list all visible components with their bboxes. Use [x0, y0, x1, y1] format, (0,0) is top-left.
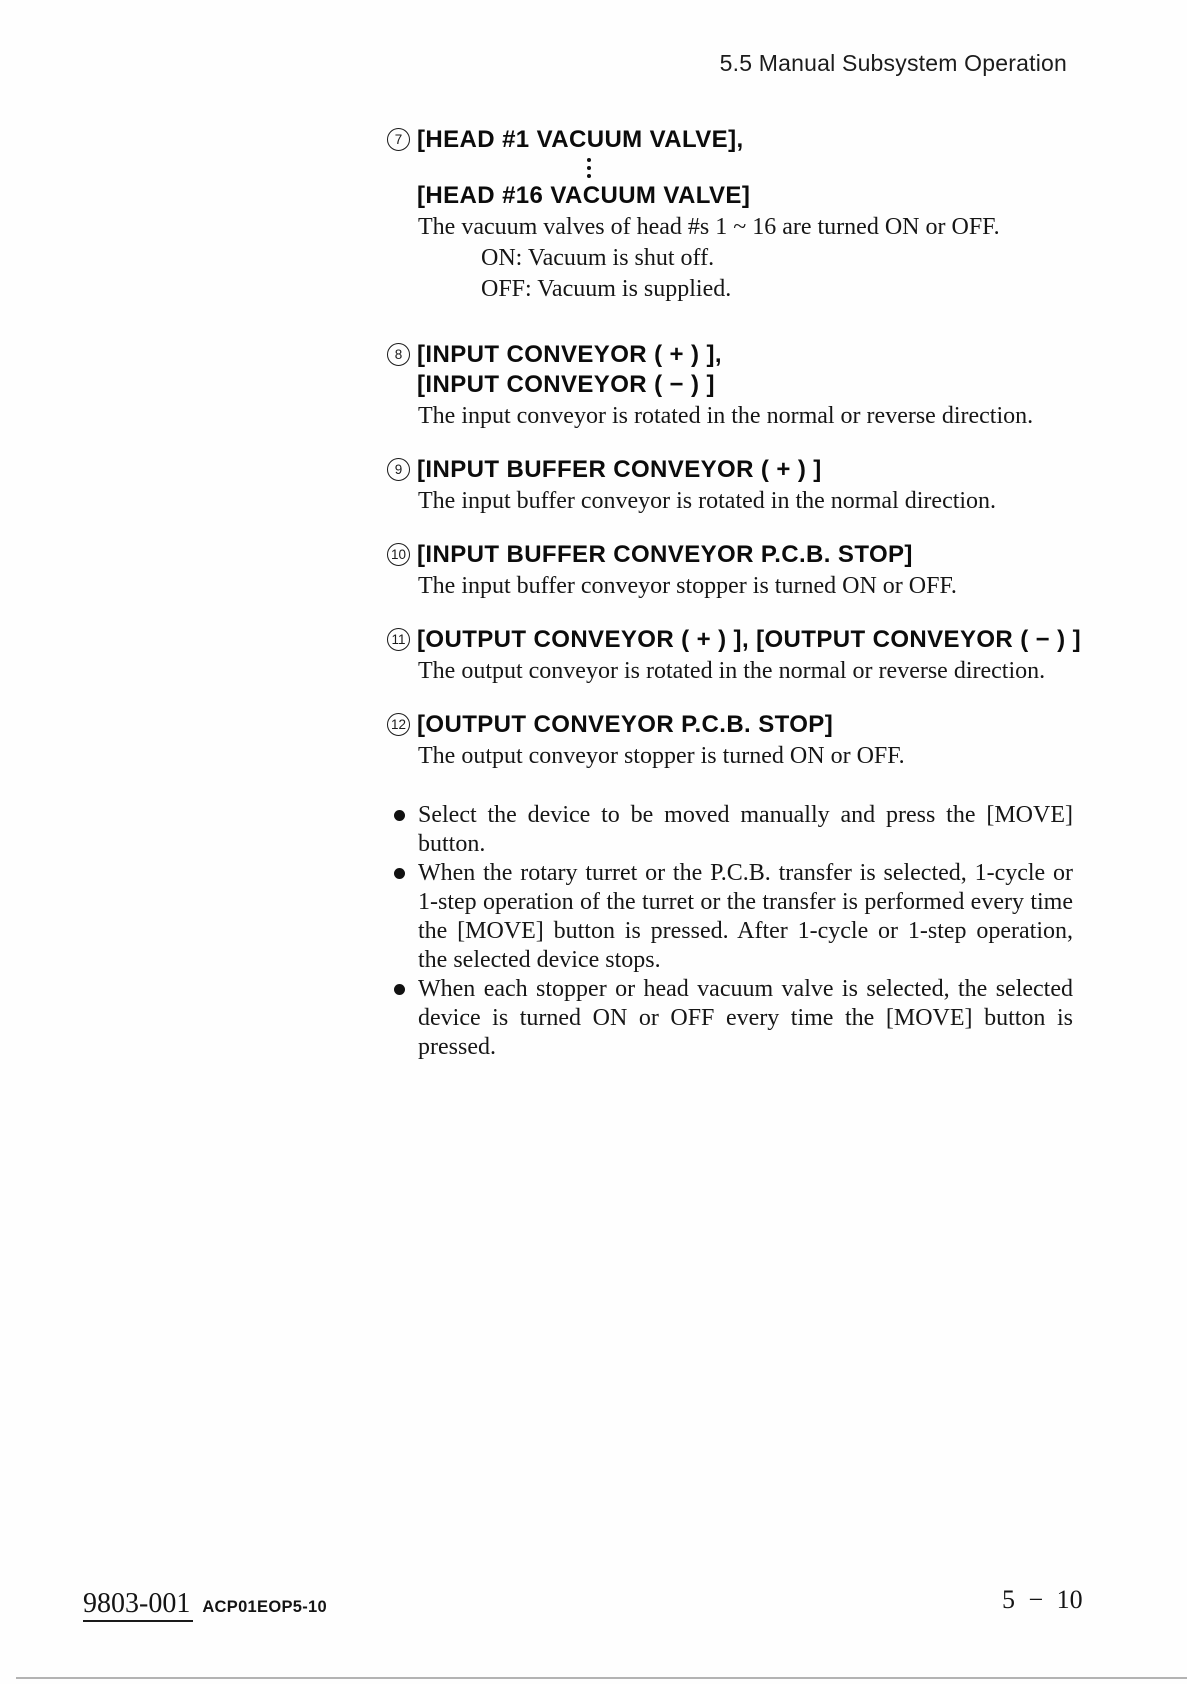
item-title-line: [OUTPUT CONVEYOR P.C.B. STOP] — [417, 711, 834, 738]
circled-number-9-icon: 9 — [387, 458, 410, 481]
item-title-group — [417, 125, 750, 211]
item-title-line: [INPUT BUFFER CONVEYOR ( + ) ] — [417, 456, 822, 483]
bullet-item — [387, 801, 1087, 859]
list-item-output-pcb-stop — [387, 710, 1087, 771]
bullet-item — [387, 859, 1087, 975]
item-title-line: [INPUT CONVEYOR ( − ) ] — [417, 371, 715, 398]
item-title-line: [HEAD #1 VACUUM VALVE], — [417, 126, 744, 153]
item-title-line: [INPUT CONVEYOR ( + ) ], — [417, 341, 722, 368]
item-heading-row — [387, 540, 1087, 570]
list-item-input-buffer-pcb-stop — [387, 540, 1087, 601]
circled-number-11-icon: 11 — [387, 628, 410, 651]
scan-artifact-line — [16, 1677, 1187, 1679]
list-item-head-vacuum-valve — [387, 125, 1087, 304]
doc-number: 9803-001 — [83, 1589, 193, 1622]
item-title-group — [417, 455, 822, 485]
item-title-line: [HEAD #16 VACUUM VALVE] — [417, 182, 751, 209]
bullet-list — [387, 801, 1087, 1062]
circled-number-7-icon: 7 — [387, 128, 410, 151]
page-number: 5 − 10 — [1002, 1585, 1083, 1614]
item-title-group — [417, 540, 913, 570]
footer-doc-ids — [83, 1589, 327, 1622]
item-description: The output conveyor stopper is turned ON or OFF. — [418, 743, 905, 769]
circled-number-8-icon: 8 — [387, 343, 410, 366]
item-heading-row — [387, 710, 1087, 740]
item-title-group — [417, 340, 722, 400]
content-area — [387, 125, 1087, 1062]
item-heading-row — [387, 125, 1087, 211]
bullet-text: Select the device to be moved manually and press the [MOVE] button. — [418, 802, 1073, 857]
bullet-icon — [394, 810, 405, 821]
item-heading-row — [387, 340, 1087, 400]
doc-code: ACP01EOP5-10 — [202, 1598, 327, 1616]
item-description: The vacuum valves of head #s 1 ~ 16 are turned ON or OFF. — [418, 214, 1000, 240]
item-title-line: [INPUT BUFFER CONVEYOR P.C.B. STOP] — [417, 541, 913, 568]
bullet-text: When each stopper or head vacuum valve is selected, the selected device is turned ON or OFF every time the [MOVE] button is pressed. — [418, 976, 1073, 1060]
circled-number-10-icon: 10 — [387, 543, 410, 566]
item-title-group — [417, 625, 1081, 655]
item-subline-on: ON: Vacuum is shut off. — [481, 245, 715, 271]
item-description: The output conveyor is rotated in the normal or reverse direction. — [418, 658, 1046, 684]
list-item-input-buffer-conveyor — [387, 455, 1087, 516]
list-item-input-conveyor — [387, 340, 1087, 431]
circled-number-12-icon: 12 — [387, 713, 410, 736]
item-subline-off: OFF: Vacuum is supplied. — [481, 276, 732, 302]
list-item-output-conveyor — [387, 625, 1087, 686]
item-description: The input buffer conveyor stopper is turned ON or OFF. — [418, 573, 957, 599]
item-description: The input buffer conveyor is rotated in the normal direction. — [418, 488, 997, 514]
item-description: The input conveyor is rotated in the normal or reverse direction. — [418, 403, 1034, 429]
item-title-line: [OUTPUT CONVEYOR ( + ) ], [OUTPUT CONVEYOR ( − ) ] — [417, 626, 1082, 653]
item-title-group — [417, 710, 833, 740]
bullet-item — [387, 975, 1087, 1062]
item-heading-row — [387, 625, 1087, 655]
vertical-ellipsis-icon — [417, 155, 750, 181]
bullet-icon — [394, 984, 405, 995]
section-header-title: 5.5 Manual Subsystem Operation — [719, 50, 1067, 76]
bullet-text: When the rotary turret or the P.C.B. transfer is selected, 1-cycle or 1-step operation of the turret or the transfer is performed every time the [MOVE] button is pressed. After 1-cycle or 1-step operation, the selected device stops. — [418, 860, 1073, 973]
item-heading-row — [387, 455, 1087, 485]
bullet-icon — [394, 868, 405, 879]
